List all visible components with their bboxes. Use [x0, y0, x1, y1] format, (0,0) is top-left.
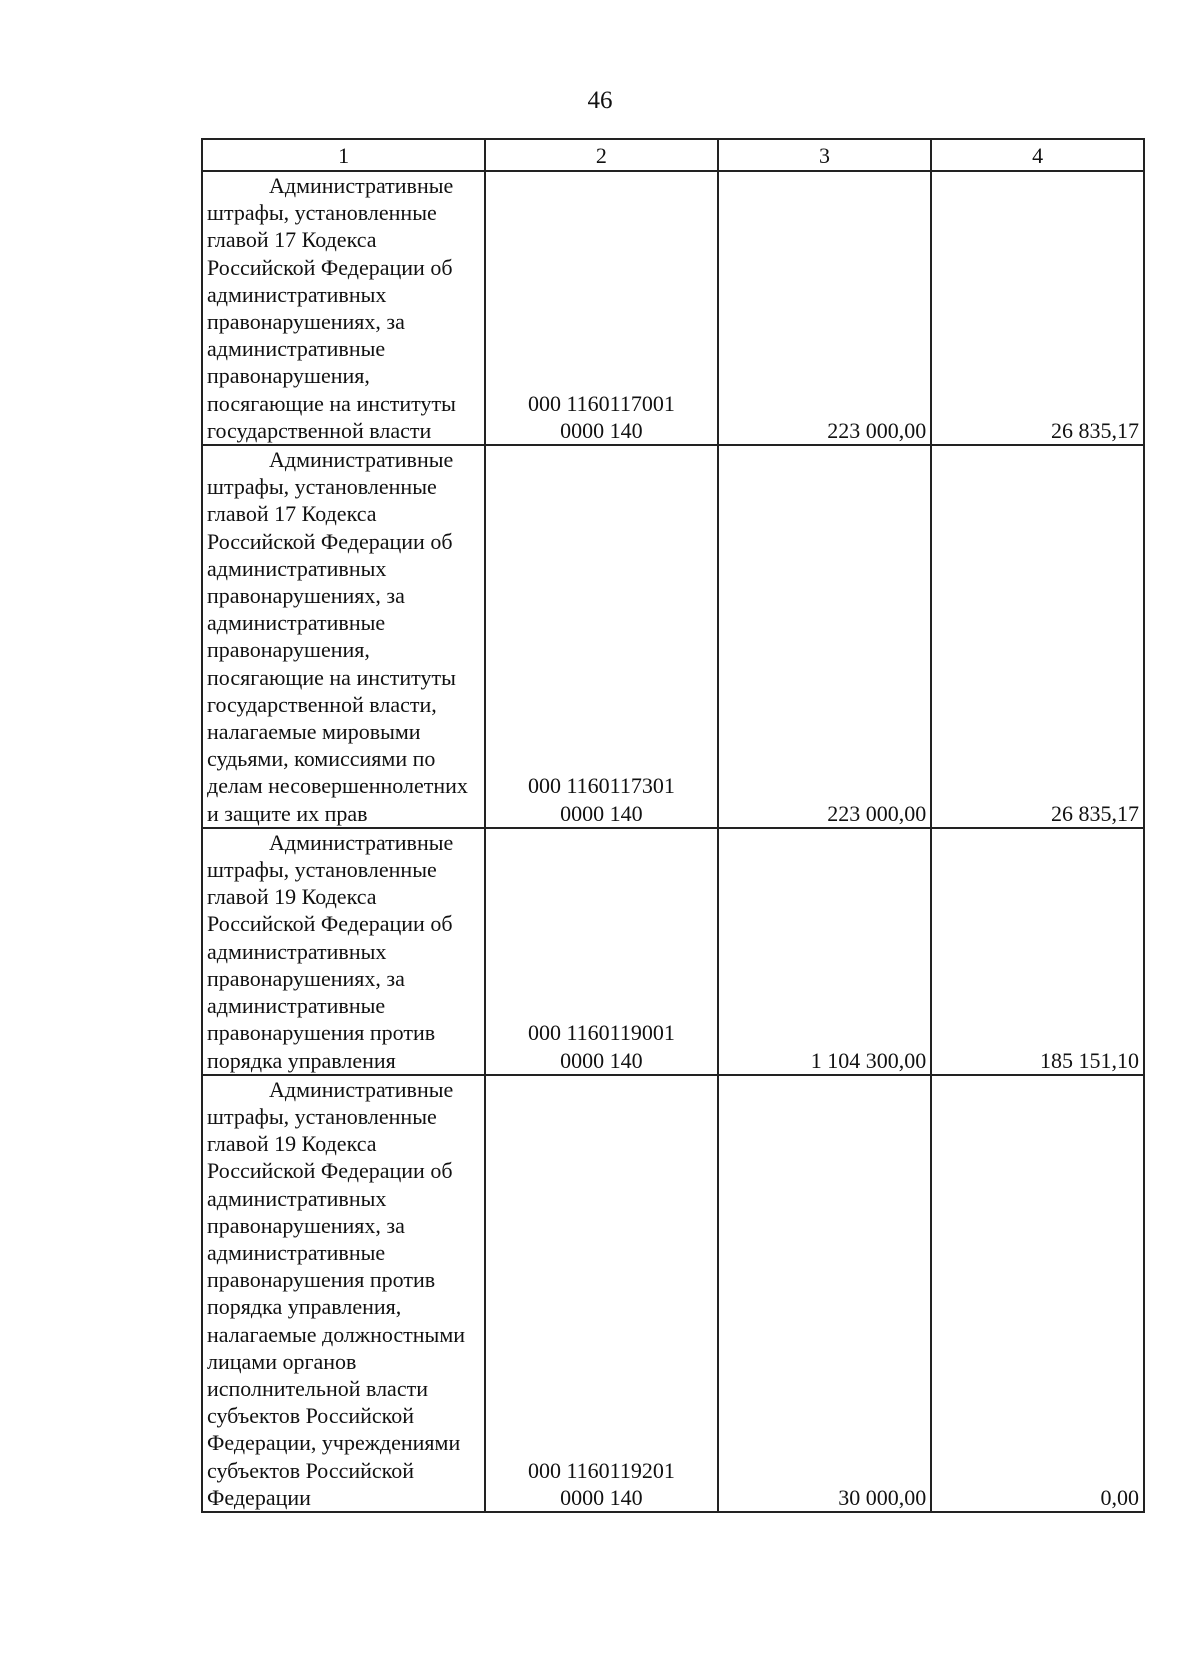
table-header-row: [202, 139, 1144, 171]
code-line-1: 000 1160117001: [527, 390, 675, 416]
row-plan-amount: 223 000,00: [718, 171, 932, 445]
row-plan-amount: 1 104 300,00: [718, 828, 932, 1075]
row-code: [485, 171, 717, 445]
row-plan-amount: 223 000,00: [718, 445, 932, 828]
column-header-1: 1: [202, 139, 485, 171]
column-header-4: 4: [931, 139, 1144, 171]
table-row: [202, 445, 1144, 828]
row-actual-amount: 0,00: [931, 1075, 1144, 1512]
table-row: [202, 171, 1144, 445]
row-description-text: Административные штрафы, установленные главой 19 Кодекса Российской Федерации об административных правонарушениях, за административные правонарушения против порядка управления, налагаемые должностными лицами органов исполнительной власти субъектов Российской Федерации, учреждениями субъектов Российской Федерации: [207, 1076, 466, 1510]
row-description: [202, 171, 485, 445]
row-description-text: Административные штрафы, установленные главой 17 Кодекса Российской Федерации об административных правонарушениях, за административные правонарушения, посягающие на институты государственной власти: [207, 173, 456, 443]
code-line-2: 0000 140: [560, 417, 643, 443]
row-code: [485, 445, 717, 828]
column-header-2: 2: [485, 139, 717, 171]
table-row: [202, 828, 1144, 1075]
row-description: [202, 828, 485, 1075]
row-description: [202, 445, 485, 828]
table-row: [202, 1075, 1144, 1512]
row-description: [202, 1075, 485, 1512]
page-number: 46: [587, 87, 613, 114]
row-plan-amount: 30 000,00: [718, 1075, 932, 1512]
column-header-3: 3: [718, 139, 932, 171]
row-description-text: Административные штрафы, установленные главой 17 Кодекса Российской Федерации об административных правонарушениях, за административные правонарушения, посягающие на институты государственной власти, налагаемые мировыми судьями, комиссиями по делам несовершеннолетних и защите их прав: [207, 447, 468, 826]
code-line-2: 0000 140: [560, 1484, 643, 1510]
row-actual-amount: 26 835,17: [931, 171, 1144, 445]
row-description-text: Административные штрафы, установленные главой 19 Кодекса Российской Федерации об административных правонарушениях, за административные правонарушения против порядка управления: [207, 829, 454, 1073]
code-line-1: 000 1160117301: [527, 773, 675, 799]
row-code: [485, 1075, 717, 1512]
revenue-table: [201, 138, 1145, 1513]
row-actual-amount: 185 151,10: [931, 828, 1144, 1075]
code-line-2: 0000 140: [560, 800, 643, 826]
code-line-1: 000 1160119001: [527, 1020, 675, 1046]
code-line-2: 0000 140: [560, 1047, 643, 1073]
code-line-1: 000 1160119201: [527, 1457, 675, 1483]
row-actual-amount: 26 835,17: [931, 445, 1144, 828]
row-code: [485, 828, 717, 1075]
